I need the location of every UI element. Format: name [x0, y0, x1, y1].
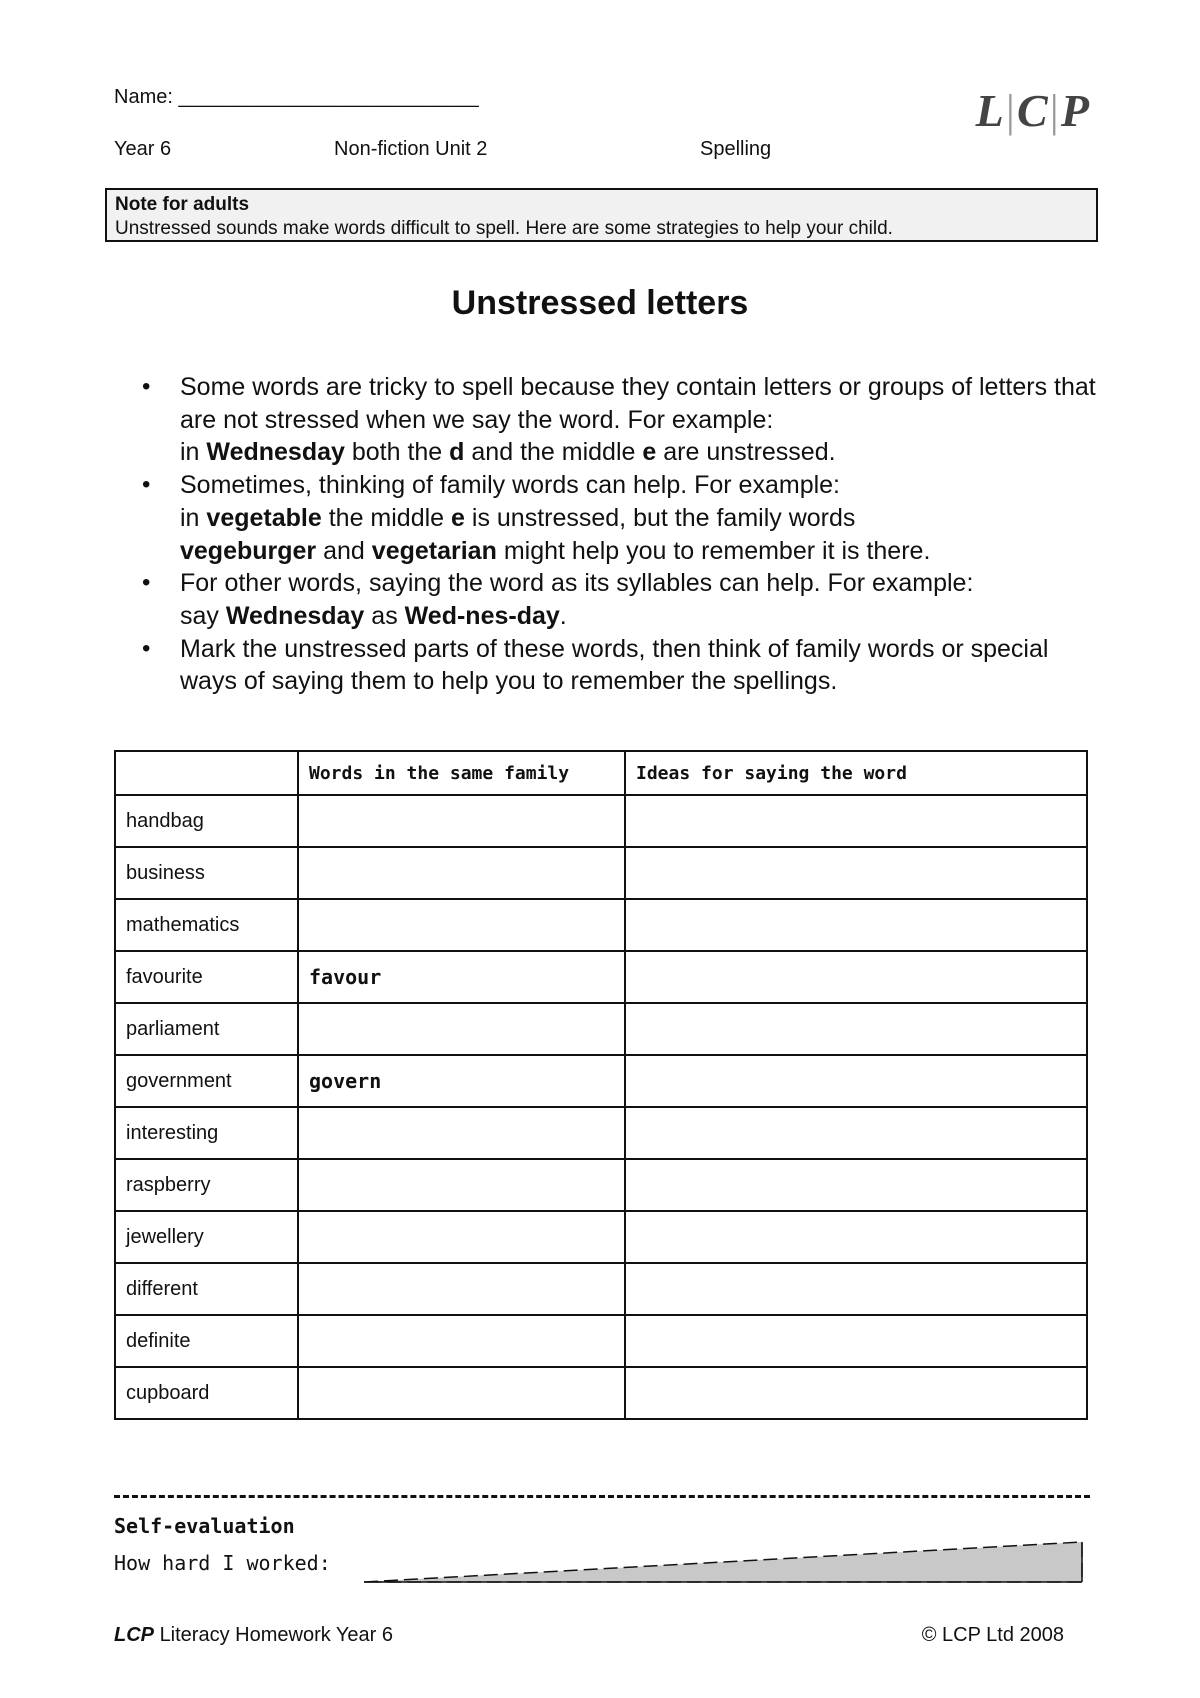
name-field-label: Name: ___________________________ — [114, 86, 479, 108]
effort-wedge-scale[interactable] — [362, 1540, 1086, 1586]
ideas-cell[interactable] — [625, 1107, 1087, 1159]
family-cell[interactable] — [298, 1315, 625, 1367]
table-header-row — [115, 751, 1087, 795]
self-evaluation-title: Self-evaluation — [114, 1514, 295, 1538]
page-title: Unstressed letters — [451, 284, 749, 322]
table-row — [115, 899, 1087, 951]
table-row — [115, 1315, 1087, 1367]
header-cell — [115, 751, 298, 795]
family-cell[interactable]: govern — [298, 1055, 625, 1107]
note-title: Note for adults — [115, 194, 250, 215]
list-item: • Some words are tricky to spell because they contain letters or groups of letters that are not stressed when we say the word. For example: in Wednesday both the d and the middle e are unstressed. — [180, 371, 1105, 469]
year-label: Year 6 — [114, 138, 172, 160]
table-row — [115, 795, 1087, 847]
header-cell: Words in the same family — [298, 751, 625, 795]
note-text: Unstressed sounds make words difficult to spell. Here are some strategies to help your child. — [115, 218, 893, 239]
word-cell: definite — [115, 1315, 298, 1367]
list-item: • For other words, saying the word as its syllables can help. For example: say Wednesday as Wed-nes-day. — [180, 567, 1105, 632]
table-row — [115, 1367, 1087, 1419]
ideas-cell[interactable] — [625, 847, 1087, 899]
table-row — [115, 1211, 1087, 1263]
unit-label: Non-fiction Unit 2 — [334, 138, 488, 160]
effort-prompt: How hard I worked: — [114, 1551, 331, 1575]
table-row — [115, 1107, 1087, 1159]
ideas-cell[interactable] — [625, 1211, 1087, 1263]
word-cell: handbag — [115, 795, 298, 847]
word-cell: parliament — [115, 1003, 298, 1055]
table-row — [115, 1263, 1087, 1315]
family-cell[interactable] — [298, 847, 625, 899]
word-cell: different — [115, 1263, 298, 1315]
ideas-cell[interactable] — [625, 1003, 1087, 1055]
family-cell[interactable] — [298, 1211, 625, 1263]
note-for-adults-box — [105, 188, 1098, 242]
family-cell[interactable] — [298, 1367, 625, 1419]
footer-brand: LCP — [114, 1624, 154, 1646]
ideas-cell[interactable] — [625, 1159, 1087, 1211]
list-item: • Mark the unstressed parts of these words, then think of family words or special ways of saying them to help you to remember the spellings. — [180, 633, 1105, 698]
word-cell: jewellery — [115, 1211, 298, 1263]
family-cell[interactable] — [298, 1263, 625, 1315]
family-cell[interactable] — [298, 1159, 625, 1211]
header-cell: Ideas for saying the word — [625, 751, 1087, 795]
table-row — [115, 1003, 1087, 1055]
list-item: • Sometimes, thinking of family words can help. For example: in vegetable the middle e is unstressed, but the family words vegeburger and vegetarian might help you to remember it is there. — [180, 469, 1105, 567]
word-cell: mathematics — [115, 899, 298, 951]
ideas-cell[interactable] — [625, 1315, 1087, 1367]
instructions-list — [180, 371, 1105, 698]
ideas-cell[interactable] — [625, 1055, 1087, 1107]
word-cell: favourite — [115, 951, 298, 1003]
table-row — [115, 951, 1087, 1003]
ideas-cell[interactable] — [625, 951, 1087, 1003]
family-cell[interactable] — [298, 1107, 625, 1159]
subject-label: Spelling — [700, 138, 772, 160]
footer-left: LCP Literacy Homework Year 6 — [114, 1624, 394, 1646]
copyright-notice: © LCP Ltd 2008 — [921, 1624, 1064, 1646]
family-cell[interactable]: favour — [298, 951, 625, 1003]
word-cell: government — [115, 1055, 298, 1107]
table-row — [115, 847, 1087, 899]
word-cell: business — [115, 847, 298, 899]
ideas-cell[interactable] — [625, 795, 1087, 847]
ideas-cell[interactable] — [625, 1367, 1087, 1419]
family-cell[interactable] — [298, 899, 625, 951]
ideas-cell[interactable] — [625, 899, 1087, 951]
table-row — [115, 1159, 1087, 1211]
spelling-table — [114, 750, 1088, 1420]
ideas-cell[interactable] — [625, 1263, 1087, 1315]
cut-line-divider — [114, 1495, 1090, 1498]
table-row — [115, 1055, 1087, 1107]
word-cell: raspberry — [115, 1159, 298, 1211]
word-cell: cupboard — [115, 1367, 298, 1419]
word-cell: interesting — [115, 1107, 298, 1159]
lcp-logo: L|C|P — [975, 85, 1090, 136]
family-cell[interactable] — [298, 795, 625, 847]
family-cell[interactable] — [298, 1003, 625, 1055]
